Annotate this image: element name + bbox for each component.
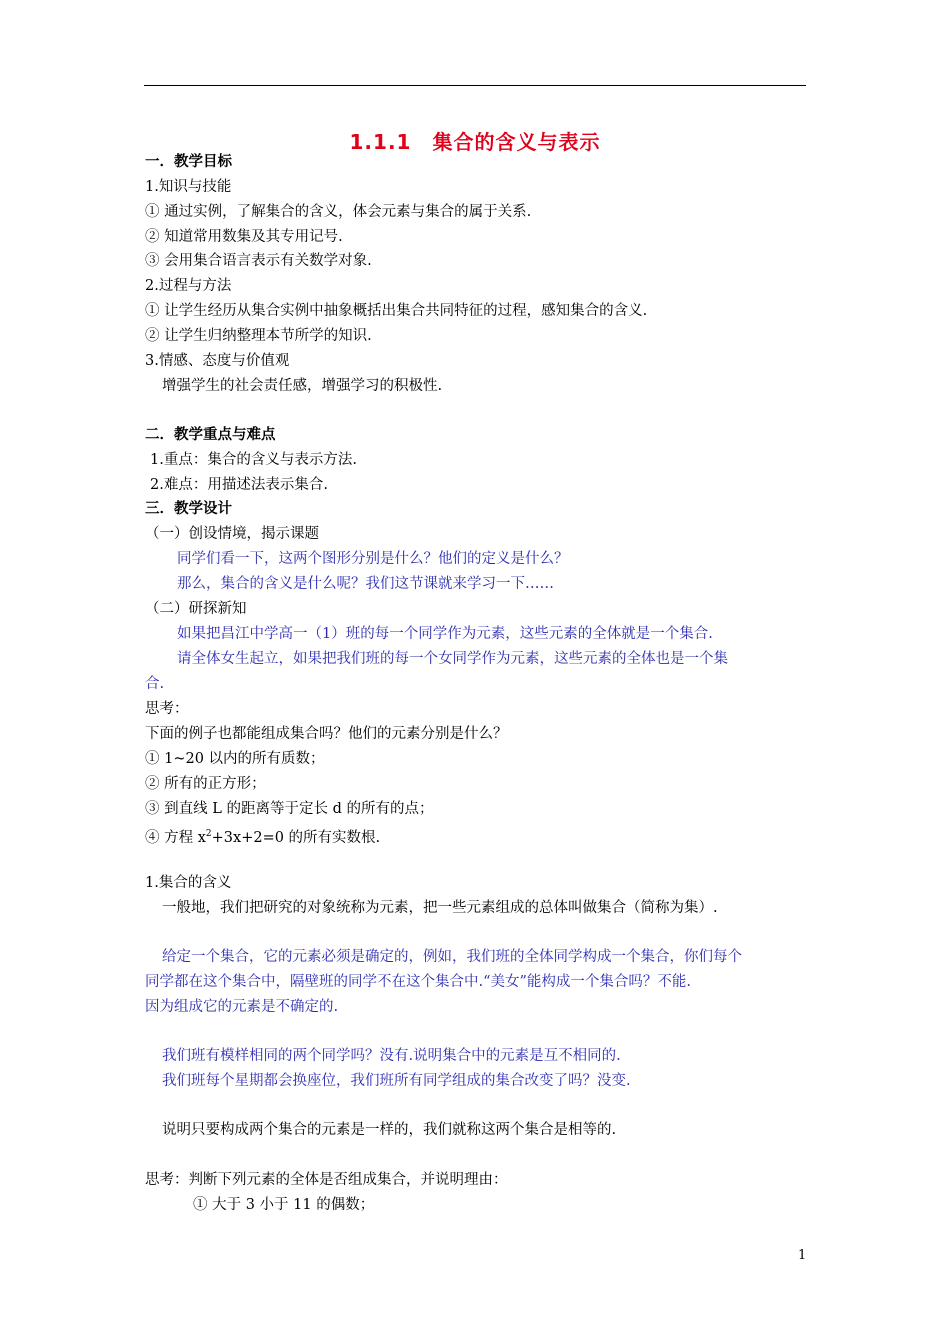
- text-line: 给定一个集合，它的元素必须是确定的，例如，我们班的全体同学构成一个集合，你们每个: [162, 949, 742, 965]
- list-item: ③ 到直线 L 的距离等于定长 d 的所有的点；: [145, 801, 434, 817]
- page-title: 1.1.1 集合的含义与表示: [349, 130, 601, 154]
- text-line: 如果把昌江中学高一（1）班的每一个同学作为元素，这些元素的全体就是一个集合.: [177, 626, 713, 642]
- text-line: 我们班每个星期都会换座位，我们班所有同学组成的集合改变了吗？没变.: [162, 1073, 631, 1089]
- text-line: 同学都在这个集合中，隔壁班的同学不在这个集合中.“美女”能构成一个集合吗？不能.: [145, 974, 692, 990]
- section-1-heading: 一．教学目标: [145, 154, 232, 170]
- header-rule: [144, 85, 806, 86]
- text-line: 因为组成它的元素是不确定的.: [145, 999, 339, 1015]
- text-line: 1.知识与技能: [145, 179, 232, 195]
- subheading: 1.集合的含义: [145, 875, 232, 891]
- page-number: 1: [798, 1248, 807, 1263]
- text-line: 下面的例子也都能组成集合吗？他们的元素分别是什么？: [145, 726, 508, 742]
- section-3-heading: 三．教学设计: [145, 501, 232, 517]
- text-line: 1.重点：集合的含义与表示方法.: [150, 452, 357, 468]
- text-line: ① 通过实例，了解集合的含义，体会元素与集合的属于关系.: [145, 204, 532, 220]
- equation-text: ④ 方程 x: [145, 830, 206, 846]
- section-2-heading: 二．教学重点与难点: [145, 427, 276, 443]
- text-line: （二）研探新知: [145, 601, 247, 617]
- list-item: ① 大于 3 小于 11 的偶数；: [193, 1197, 375, 1213]
- text-line: 2.难点：用描述法表示集合.: [150, 477, 328, 493]
- text-line: 思考：判断下列元素的全体是否组成集合，并说明理由：: [145, 1172, 508, 1188]
- superscript: 2: [205, 829, 212, 839]
- text-line: ② 知道常用数集及其专用记号.: [145, 229, 343, 245]
- text-line: 一般地，我们把研究的对象统称为元素，把一些元素组成的总体叫做集合（简称为集）.: [162, 900, 718, 916]
- text-line: （一）创设情境，揭示课题: [145, 526, 319, 542]
- text-line: 同学们看一下，这两个图形分别是什么？他们的定义是什么？: [177, 551, 569, 567]
- text-line: 说明只要构成两个集合的元素是一样的，我们就称这两个集合是相等的.: [162, 1122, 617, 1138]
- list-item: [145, 824, 380, 848]
- text-line: 思考：: [145, 701, 189, 717]
- text-line: ③ 会用集合语言表示有关数学对象.: [145, 253, 372, 269]
- text-line: 我们班有模样相同的两个同学吗？没有.说明集合中的元素是互不相同的.: [162, 1048, 621, 1064]
- list-item: ① 1~20 以内的所有质数；: [145, 751, 325, 767]
- text-line: 那么，集合的含义是什么呢？我们这节课就来学习一下……: [177, 576, 554, 592]
- list-item: ② 所有的正方形；: [145, 776, 266, 792]
- text-line: 合.: [145, 676, 165, 692]
- text-line: 3.情感、态度与价值观: [145, 353, 290, 369]
- text-line: ① 让学生经历从集合实例中抽象概括出集合共同特征的过程，感知集合的含义.: [145, 303, 648, 319]
- equation-text: +3x+2=0 的所有实数根.: [211, 830, 381, 846]
- text-line: 请全体女生起立，如果把我们班的每一个女同学作为元素，这些元素的全体也是一个集: [177, 651, 728, 667]
- text-line: 增强学生的社会责任感，增强学习的积极性.: [162, 378, 443, 394]
- text-line: 2.过程与方法: [145, 278, 232, 294]
- text-line: ② 让学生归纳整理本节所学的知识.: [145, 328, 372, 344]
